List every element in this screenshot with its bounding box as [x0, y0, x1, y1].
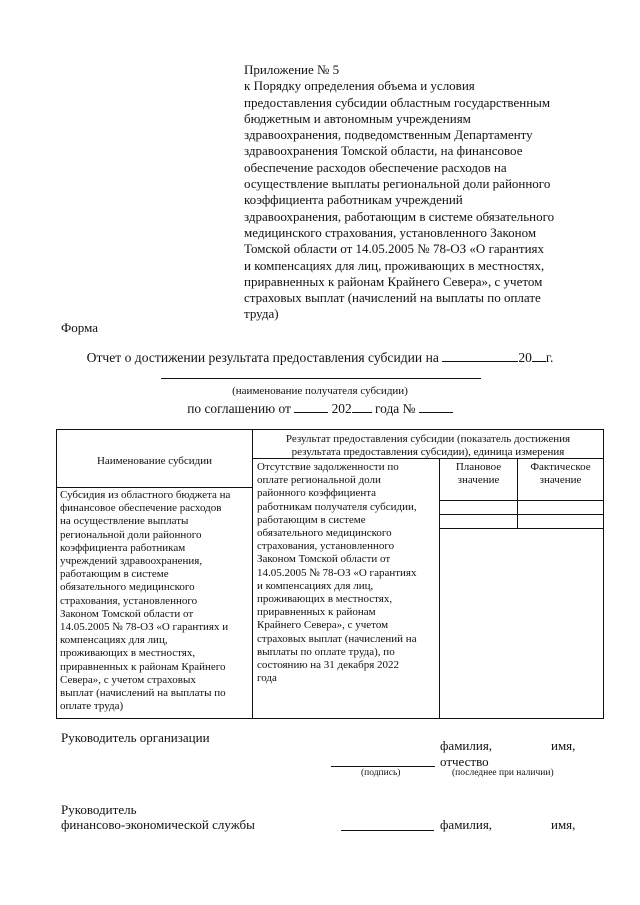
appendix-line: здравоохранения, работающим в системе обязательного [244, 208, 555, 224]
header-line: Фактическое [530, 461, 591, 473]
table-divider [439, 500, 603, 501]
form-label: Форма [61, 320, 98, 335]
cell-line: работникам получателя субсидии, [257, 500, 417, 513]
cell-line: работающим в системе [60, 568, 169, 581]
report-title-text: Отчет о достижении результата предоставления субсидии на [86, 350, 439, 365]
header-line: Результат предоставления субсидии (показатель достижения [285, 433, 571, 445]
appendix-line: труда) [244, 306, 279, 322]
agreement-line [0, 400, 640, 417]
cell-line: проживающих в местностях, [60, 647, 196, 660]
cell-line: проживающих в местностях, [257, 593, 393, 606]
appendix-line: и компенсациях для лиц, проживающих в местностях, [244, 257, 545, 273]
cell-line: работающим в системе [257, 513, 366, 526]
appendix-line: страховых выплат (начислений на выплаты по оплате [244, 290, 541, 306]
surname-label: фамилия, [440, 817, 493, 832]
cell-line: страхования, установленного [257, 540, 395, 553]
cell-line: Субсидия из областного бюджета на [60, 489, 231, 501]
agreement-number-blank [419, 400, 453, 413]
cell-line: обязательного медицинского [60, 581, 195, 594]
appendix-line: Томской области от 14.05.2005 № 78-ОЗ «О гарантиях [244, 241, 545, 257]
table-divider [252, 430, 253, 718]
table-divider [439, 514, 603, 515]
agreement-prefix: по соглашению от [187, 401, 291, 416]
report-date-blank [442, 349, 518, 362]
signature-caption: (подпись) [361, 768, 401, 778]
report-year-blank [532, 349, 546, 362]
recipient-caption: (наименование получателя субсидии) [232, 385, 408, 397]
appendix-header [244, 62, 594, 323]
head-org-label: Руководитель организации [61, 730, 210, 745]
signature-line [331, 766, 435, 767]
appendix-line: приравненных к районам Крайнего Севера», с учетом [244, 273, 543, 289]
appendix-line: обеспечение расходов обеспечение расходов на [244, 159, 507, 175]
column-header-actual [518, 461, 603, 487]
surname-label: фамилия, [440, 738, 493, 753]
cell-line: на осуществление выплаты [60, 515, 189, 528]
header-line: значение [539, 474, 582, 487]
cell-line: региональной доли районного [60, 528, 202, 541]
indicator-cell [257, 461, 437, 685]
appendix-line: бюджетным и автономным учреждениям [244, 110, 471, 126]
cell-line: страхования, установленного [60, 594, 198, 607]
cell-line: 14.05.2005 № 78-ОЗ «О гарантиях и [60, 621, 229, 634]
cell-line: оплате труда) [60, 700, 124, 713]
head-fin-label-line2: финансово-экономической службы [61, 817, 255, 832]
cell-line: Отсутствие задолженности по [257, 461, 399, 473]
appendix-line: медицинского страхования, установленного Законом [244, 224, 537, 240]
cell-line: оплате региональной доли [257, 474, 381, 487]
cell-line: приравненных к районам [257, 606, 376, 619]
cell-line: Севера», с учетом страховых [60, 673, 196, 686]
cell-line: Законом Томской области от [257, 553, 391, 566]
subsidy-cell [60, 489, 250, 713]
table-divider [439, 528, 603, 529]
appendix-line: здравоохранения, подведомственным Департаменту [244, 127, 533, 143]
table-divider [439, 458, 440, 718]
cell-line: 14.05.2005 № 78-ОЗ «О гарантиях [257, 566, 417, 579]
patronymic-label: отчество [440, 754, 489, 769]
column-header-result [253, 433, 603, 459]
signature-line [341, 830, 434, 831]
name-label: имя, [551, 738, 576, 753]
results-table [56, 429, 604, 719]
cell-line: состоянию на 31 декабря 2022 [257, 659, 400, 672]
report-year-prefix: 20 [518, 350, 532, 365]
appendix-line: Приложение № 5 [244, 62, 340, 77]
cell-line: приравненных к районам Крайнего [60, 660, 226, 673]
appendix-line: предоставления субсидии областным государственным [244, 94, 551, 110]
cell-line: компенсациях для лиц, [60, 634, 168, 647]
cell-line: финансовое обеспечение расходов [60, 502, 222, 515]
appendix-line: к Порядку определения объема и условия [244, 78, 475, 94]
recipient-name-line [161, 378, 481, 379]
appendix-line: здравоохранения Томской области, на финансовое [244, 143, 523, 159]
cell-line: года [257, 672, 277, 685]
cell-line: районного коэффициента [257, 487, 377, 500]
name-label: имя, [551, 817, 576, 832]
agreement-middle: года № [375, 401, 416, 416]
header-line: результата предоставления субсидии), единица измерения [291, 446, 565, 459]
cell-line: страховых выплат (начислений на [257, 632, 417, 645]
cell-line: и компенсациях для лиц, [257, 579, 374, 592]
cell-line: Крайнего Севера», с учетом [257, 619, 389, 632]
appendix-line: осуществление выплаты региональной доли районного [244, 176, 551, 192]
cell-line: Законом Томской области от [60, 607, 194, 620]
report-title [0, 349, 640, 366]
column-header-planned [440, 461, 517, 487]
report-year-suffix: г. [545, 350, 554, 365]
header-line: значение [457, 474, 500, 487]
head-fin-label-line1: Руководитель [61, 802, 137, 817]
agreement-year-blank [352, 400, 372, 413]
cell-line: выплат (начислений на выплаты по [60, 687, 226, 700]
cell-line: выплаты по оплате труда), по [257, 645, 395, 658]
table-divider [57, 487, 252, 488]
header-line: Плановое [455, 461, 502, 473]
cell-line: обязательного медицинского [257, 527, 392, 540]
patronymic-caption: (последнее при наличии) [452, 768, 554, 778]
cell-line: учреждений здравоохранения, [60, 555, 203, 568]
cell-line: коэффициента работникам [60, 541, 186, 554]
appendix-line: коэффициента работникам учреждений [244, 192, 463, 208]
column-header-subsidy: Наименование субсидии [96, 455, 213, 467]
agreement-date-blank [294, 400, 328, 413]
agreement-year: 202 [331, 401, 352, 416]
